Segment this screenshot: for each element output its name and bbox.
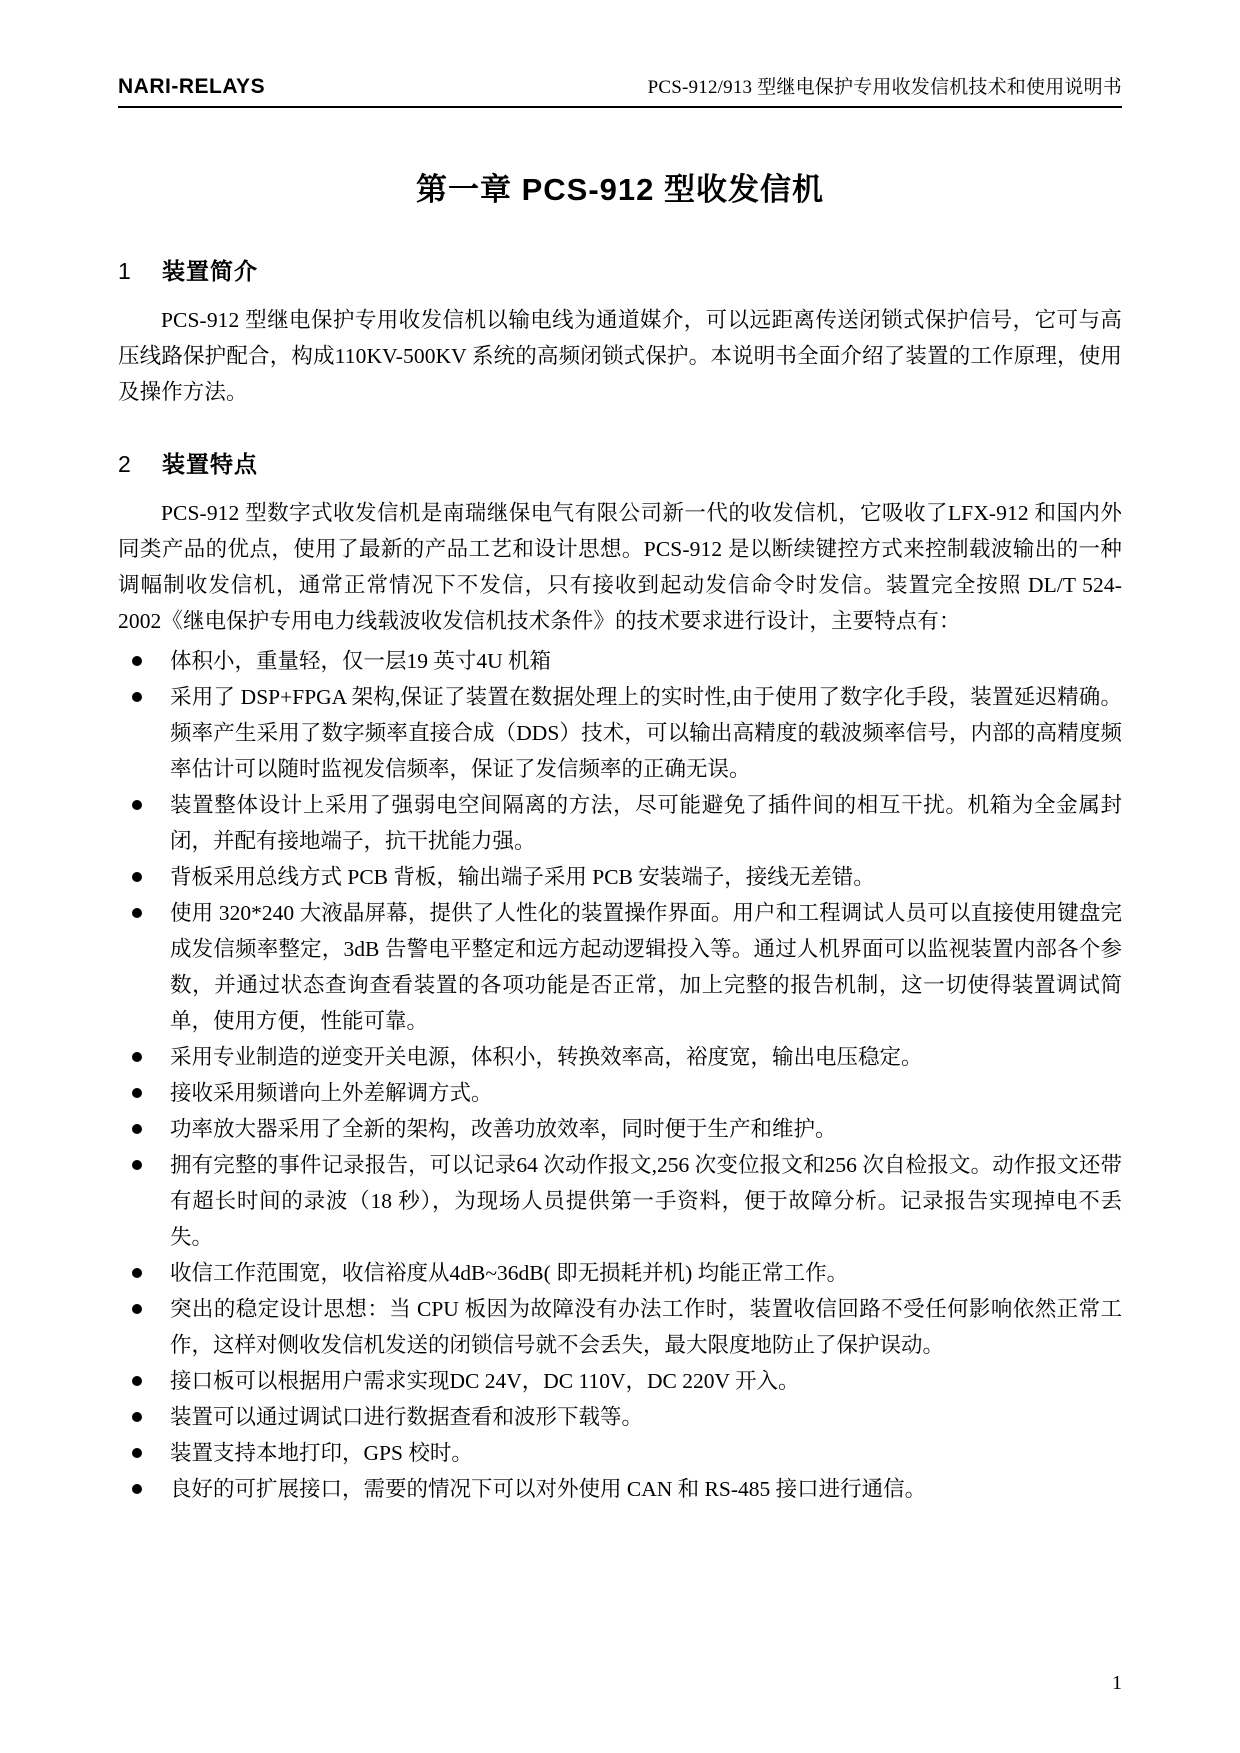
list-item [118,679,1122,787]
list-item-text: 收信工作范围宽，收信裕度从4dB~36dB( 即无损耗并机) 均能正常工作。 [170,1261,849,1285]
bullet-dot-icon [132,1268,142,1278]
list-item [118,1255,1122,1291]
section-number-2: 2 [118,451,131,477]
list-item-text: 装置整体设计上采用了强弱电空间隔离的方法，尽可能避免了插件间的相互干扰。机箱为全金属封闭，并配有接地端子，抗干扰能力强。 [170,793,1122,853]
list-item [118,787,1122,859]
list-item [118,1363,1122,1399]
bullet-dot-icon [132,1304,142,1314]
bullet-dot-icon [132,1052,142,1062]
section-title-1: 装置简介 [162,258,258,284]
section-2-paragraph-1: PCS-912 型数字式收发信机是南瑞继保电气有限公司新一代的收发信机，它吸收了LFX-912 和国内外同类产品的优点，使用了最新的产品工艺和设计思想。PCS-912 是以断续键控方式来控制载波输出的一种调幅制收发信机，通常正常情况下不发信，只有接收到起动发信命令时发信。装置完全按照 DL/T 524-2002《继电保护专用电力线载波收发信机技术条件》的技术要求进行设计，主要特点有： [118,501,1122,633]
list-item-text: 接收采用频谱向上外差解调方式。 [170,1081,493,1105]
list-item-text: 采用专业制造的逆变开关电源，体积小，转换效率高，裕度宽，输出电压稳定。 [170,1045,923,1069]
list-item-text: 装置可以通过调试口进行数据查看和波形下载等。 [170,1405,644,1429]
list-item-text: 使用 320*240 大液晶屏幕，提供了人性化的装置操作界面。用户和工程调试人员可以直接使用键盘完成发信频率整定，3dB 告警电平整定和远方起动逻辑投入等。通过人机界面可以监视装置内部各个参数，并通过状态查询查看装置的各项功能是否正常，加上完整的报告机制，这一切使得装置调试简单，使用方便，性能可靠。 [170,901,1122,1033]
bullet-dot-icon [132,1376,142,1386]
list-item-text: 体积小，重量轻，仅一层19 英寸4U 机箱 [170,649,552,673]
list-item-text: 采用了 DSP+FPGA 架构,保证了装置在数据处理上的实时性,由于使用了数字化手段，装置延迟精确。频率产生采用了数字频率直接合成（DDS）技术，可以输出高精度的载波频率信号，内部的高精度频率估计可以随时监视发信频率，保证了发信频率的正确无误。 [170,685,1122,781]
list-item [118,1111,1122,1147]
section-heading-2 [118,446,1122,479]
document-header-title: PCS-912/913 型继电保护专用收发信机技术和使用说明书 [647,77,1122,98]
chapter-title: 第一章 PCS-912 型收发信机 [415,172,824,207]
list-item-text: 拥有完整的事件记录报告，可以记录64 次动作报文,256 次变位报文和256 次自检报文。动作报文还带有超长时间的录波（18 秒），为现场人员提供第一手资料，便于故障分析。记录报告实现掉电不丢失。 [170,1153,1122,1249]
bullet-dot-icon [132,908,142,918]
bullet-dot-icon [132,656,142,666]
bullet-dot-icon [132,872,142,882]
list-item [118,1147,1122,1255]
bullet-dot-icon [132,1448,142,1458]
list-item-text: 良好的可扩展接口，需要的情况下可以对外使用 CAN 和 RS-485 接口进行通信。 [170,1477,927,1501]
list-item [118,895,1122,1039]
running-header [118,72,1122,108]
list-item [118,1039,1122,1075]
list-item-text: 装置支持本地打印，GPS 校时。 [170,1441,473,1465]
bullet-dot-icon [132,692,142,702]
list-item-text: 突出的稳定设计思想：当 CPU 板因为故障没有办法工作时，装置收信回路不受任何影响依然正常工作，这样对侧收发信机发送的闭锁信号就不会丢失，最大限度地防止了保护误动。 [170,1297,1122,1357]
bullet-dot-icon [132,1160,142,1170]
bullet-dot-icon [132,1124,142,1134]
section-1-paragraph-1: PCS-912 型继电保护专用收发信机以输电线为通道媒介，可以远距离传送闭锁式保护信号，它可与高压线路保护配合，构成110KV-500KV 系统的高频闭锁式保护。本说明书全面介绍了装置的工作原理，使用及操作方法。 [118,308,1122,404]
list-item-text: 接口板可以根据用户需求实现DC 24V，DC 110V，DC 220V 开入。 [170,1369,800,1393]
section-title-2: 装置特点 [162,451,258,477]
feature-bullet-list [118,643,1122,1507]
list-item [118,859,1122,895]
bullet-dot-icon [132,1412,142,1422]
bullet-dot-icon [132,1088,142,1098]
list-item [118,1075,1122,1111]
list-item [118,1399,1122,1435]
list-item [118,1291,1122,1363]
bullet-dot-icon [132,1484,142,1494]
list-item [118,643,1122,679]
list-item-text: 功率放大器采用了全新的架构，改善功放效率，同时便于生产和维护。 [170,1117,837,1141]
list-item-text: 背板采用总线方式 PCB 背板，输出端子采用 PCB 安装端子，接线无差错。 [170,865,875,889]
section-heading-1 [118,253,1122,286]
page-number: 1 [1112,1672,1122,1694]
list-item [118,1471,1122,1507]
list-item [118,1435,1122,1471]
bullet-dot-icon [132,800,142,810]
section-number-1: 1 [118,258,131,284]
company-logo-text: NARI-RELAYS [118,75,266,98]
